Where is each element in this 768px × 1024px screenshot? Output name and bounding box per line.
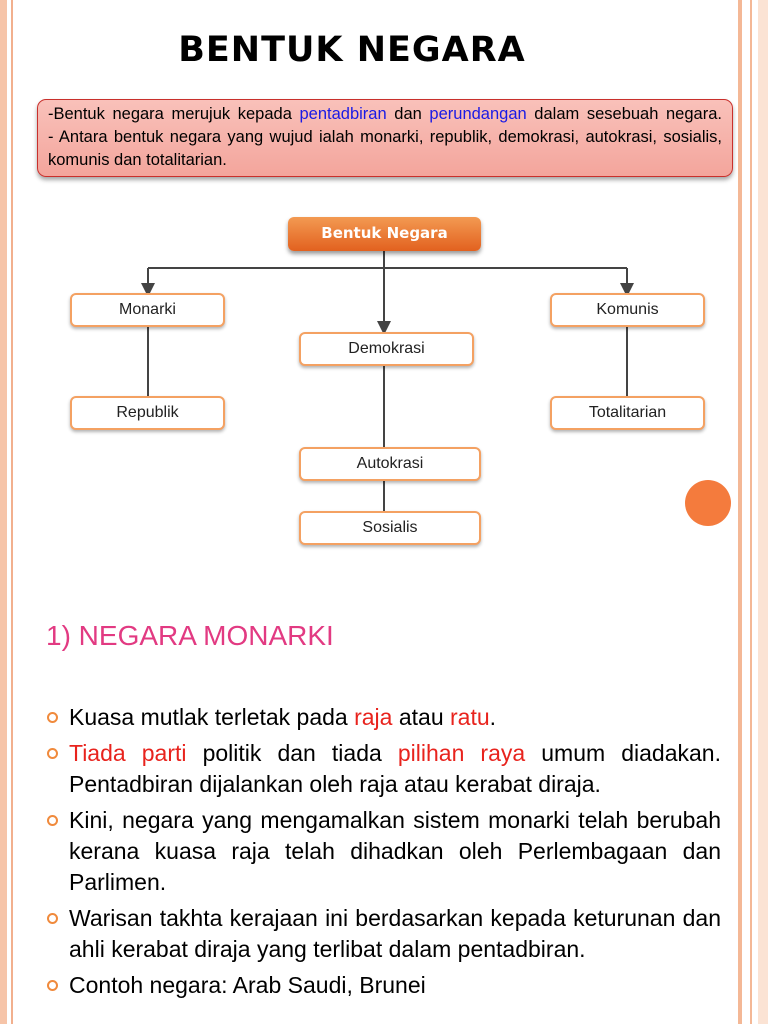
bullet-circle-icon	[47, 712, 58, 723]
node-monarki: Monarki	[70, 293, 225, 327]
intro-paragraph-2: - Antara bentuk negara yang wujud ialah monarki, republik, demokrasi, autokrasi, sosialis, komunis dan totalitarian.	[48, 128, 722, 169]
bullet-list	[47, 702, 721, 1006]
decorative-orange-circle	[685, 480, 731, 526]
bullet-circle-icon	[47, 913, 58, 924]
node-totalitarian: Totalitarian	[550, 396, 705, 430]
node-komunis: Komunis	[550, 293, 705, 327]
node-sosialis: Sosialis	[299, 511, 481, 545]
section-heading: 1) NEGARA MONARKI	[46, 620, 334, 651]
bullet-item: Contoh negara: Arab Saudi, Brunei	[47, 970, 721, 1001]
term-pentadbiran: pentadbiran	[299, 105, 387, 123]
bullet-circle-icon	[47, 980, 58, 991]
bullet-item: Kuasa mutlak terletak pada raja atau ratu.	[47, 702, 721, 733]
page-title: BENTUK NEGARA	[178, 30, 526, 70]
bullet-item: Kini, negara yang mengamalkan sistem monarki telah berubah kerana kuasa raja telah dihadkan oleh Perlembagaan dan Parlimen.	[47, 805, 721, 898]
term-perundangan: perundangan	[429, 105, 527, 123]
node-republik: Republik	[70, 396, 225, 430]
bullet-circle-icon	[47, 815, 58, 826]
bullet-item: Tiada parti politik dan tiada pilihan raya umum diadakan. Pentadbiran dijalankan oleh raja atau kerabat diraja.	[47, 738, 721, 800]
node-demokrasi: Demokrasi	[299, 332, 474, 366]
bullet-circle-icon	[47, 748, 58, 759]
node-autokrasi: Autokrasi	[299, 447, 481, 481]
diagram-root-node: Bentuk Negara	[288, 217, 481, 251]
intro-paragraph-1: -Bentuk negara merujuk kepada pentadbiran dan perundangan dalam sesebuah negara.	[48, 105, 722, 123]
bullet-item: Warisan takhta kerajaan ini berdasarkan kepada keturunan dan ahli kerabat diraja yang terlibat dalam pentadbiran.	[47, 903, 721, 965]
